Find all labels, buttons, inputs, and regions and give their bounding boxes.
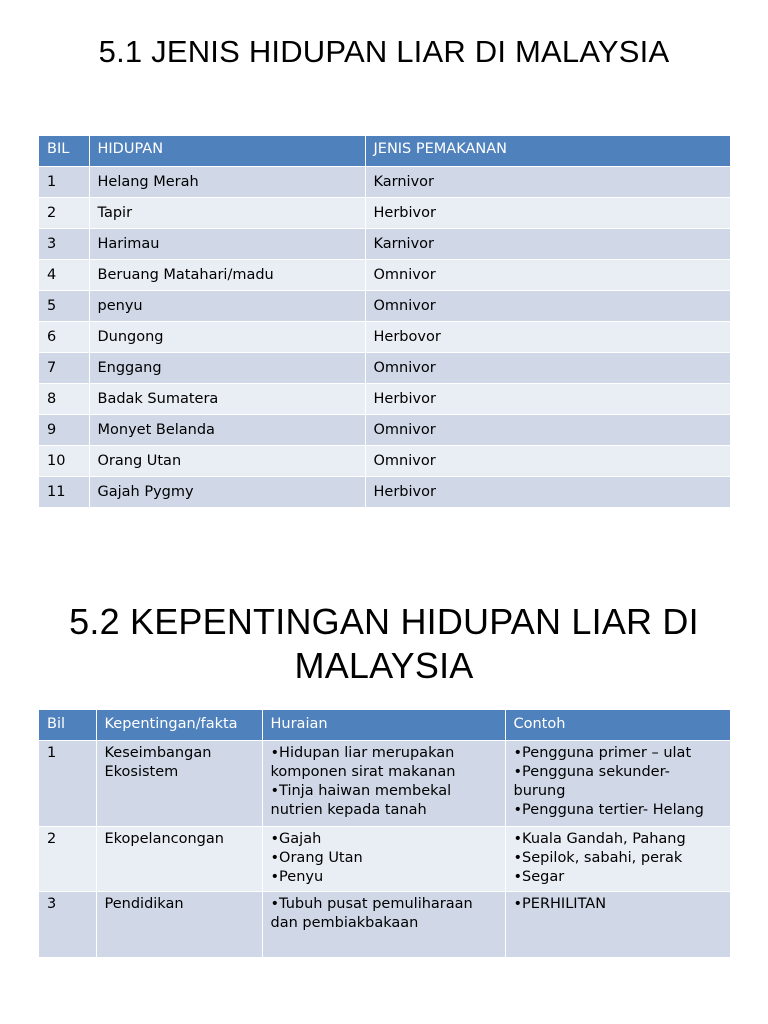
table-row [39,446,730,477]
cell-jenis: Omnivor [365,291,730,322]
text-line: •Gajah [270,831,322,847]
cell-hidupan: penyu [89,291,365,322]
cell-hidupan: Enggang [89,353,365,384]
text-line: Keseimbangan [104,745,212,761]
text-line: burung [513,783,566,799]
cell-huraian [262,741,505,827]
text-line: •Tinja haiwan membekal [270,783,452,799]
cell-hidupan: Tapir [89,198,365,229]
cell-jenis: Omnivor [365,446,730,477]
text-line: •Pengguna tertier- Helang [513,802,704,818]
text-line: •Penyu [270,869,324,885]
table-row [39,892,730,958]
cell-jenis: Herbivor [365,477,730,508]
text-line: •Sepilok, sabahi, perak [513,850,683,866]
section1-title: 5.1 JENIS HIDUPAN LIAR DI MALAYSIA [98,34,670,69]
table-row [39,229,730,260]
table-row [39,167,730,198]
header-kepentingan: Kepentingan/fakta [96,710,262,741]
text-line: Ekosistem [104,764,179,780]
cell-huraian [262,892,505,958]
header-bil: Bil [39,710,96,741]
table-row [39,477,730,508]
table-row [39,322,730,353]
cell-jenis: Herbivor [365,384,730,415]
cell-bil: 7 [39,353,89,384]
cell-bil: 3 [39,892,96,958]
cell-jenis: Omnivor [365,415,730,446]
text-line: •Pengguna sekunder- [513,764,670,780]
cell-jenis: Karnivor [365,167,730,198]
cell-huraian [262,827,505,892]
cell-hidupan: Helang Merah [89,167,365,198]
table-row [39,827,730,892]
cell-jenis: Herbivor [365,198,730,229]
cell-fakta [96,892,262,958]
cell-bil: 1 [39,167,89,198]
text-line: dan pembiakbakaan [270,915,419,931]
wildlife-types-table [39,136,731,507]
cell-hidupan: Beruang Matahari/madu [89,260,365,291]
cell-jenis: Omnivor [365,353,730,384]
text-line: •PERHILITAN [513,896,607,912]
cell-fakta [96,827,262,892]
header-huraian: Huraian [262,710,505,741]
table-row [39,353,730,384]
table-header-row [39,710,730,741]
cell-hidupan: Monyet Belanda [89,415,365,446]
cell-bil: 1 [39,741,96,827]
cell-bil: 10 [39,446,89,477]
text-line: nutrien kepada tanah [270,802,427,818]
text-line: •Segar [513,869,565,885]
text-line: •Hidupan liar merupakan [270,745,455,761]
cell-bil: 6 [39,322,89,353]
table-row [39,260,730,291]
text-line: •Pengguna primer – ulat [513,745,692,761]
header-hidupan: HIDUPAN [89,136,365,167]
cell-hidupan: Orang Utan [89,446,365,477]
table-row [39,384,730,415]
text-line: •Kuala Gandah, Pahang [513,831,686,847]
table-row [39,741,730,827]
cell-contoh [505,741,730,827]
cell-bil: 3 [39,229,89,260]
cell-bil: 5 [39,291,89,322]
header-bil: BIL [39,136,89,167]
text-line: Ekopelancongan [104,831,224,847]
section2-title-line2: MALAYSIA [294,645,474,686]
section2-title-line1: 5.2 KEPENTINGAN HIDUPAN LIAR DI [69,601,699,642]
table-row [39,198,730,229]
cell-contoh [505,892,730,958]
wildlife-importance-table [39,710,731,957]
cell-bil: 9 [39,415,89,446]
cell-hidupan: Harimau [89,229,365,260]
cell-bil: 8 [39,384,89,415]
cell-bil: 11 [39,477,89,508]
cell-bil: 2 [39,198,89,229]
cell-bil: 4 [39,260,89,291]
table-row [39,291,730,322]
text-line: komponen sirat makanan [270,764,456,780]
cell-hidupan: Dungong [89,322,365,353]
text-line: •Tubuh pusat pemuliharaan [270,896,473,912]
cell-jenis: Karnivor [365,229,730,260]
text-line: •Orang Utan [270,850,363,866]
cell-hidupan: Badak Sumatera [89,384,365,415]
cell-hidupan: Gajah Pygmy [89,477,365,508]
cell-bil: 2 [39,827,96,892]
header-jenis-pemakanan: JENIS PEMAKANAN [365,136,730,167]
cell-jenis: Omnivor [365,260,730,291]
text-line: Pendidikan [104,896,184,912]
table-header-row [39,136,730,167]
header-contoh: Contoh [505,710,730,741]
section2-title [0,600,768,688]
cell-fakta [96,741,262,827]
table-row [39,415,730,446]
cell-contoh [505,827,730,892]
cell-jenis: Herbovor [365,322,730,353]
